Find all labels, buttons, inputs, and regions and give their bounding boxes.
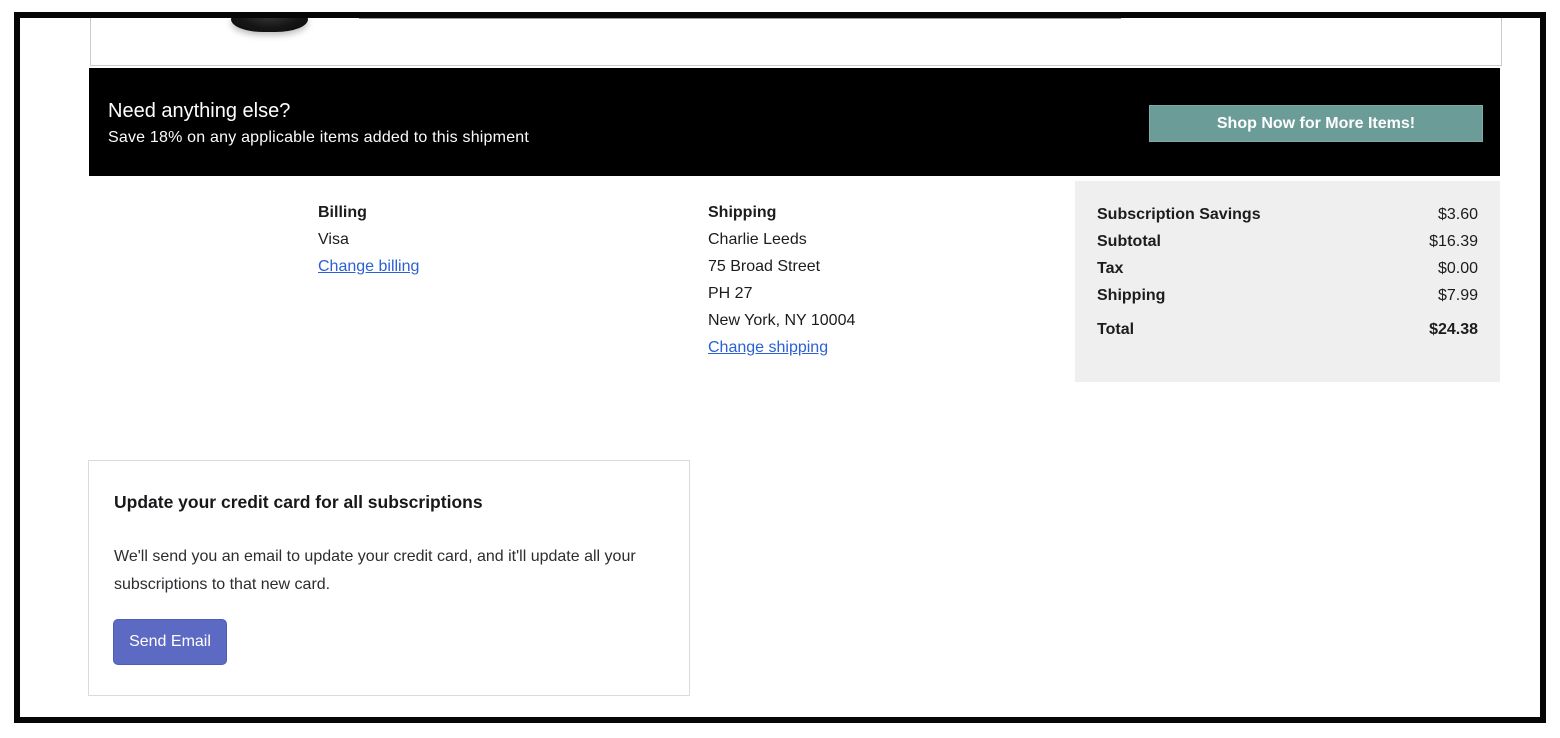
order-summary-panel [1075,181,1500,382]
cutoff-item-panel [90,16,1502,66]
shipping-name: Charlie Leeds [708,231,807,248]
change-billing-link[interactable]: Change billing [318,258,420,275]
page-frame [14,12,1546,723]
update-card-description: We'll send you an email to update your credit card, and it'll update all your subscriptions to that new card. [114,548,636,593]
summary-label: Subscription Savings [1097,206,1261,223]
summary-row-total [1097,316,1478,343]
update-credit-card-panel [88,460,690,696]
summary-row-subscription-savings [1097,201,1478,228]
shop-now-button[interactable]: Shop Now for More Items! [1149,105,1483,142]
summary-value: $7.99 [1437,287,1478,304]
summary-value: $0.00 [1437,260,1478,277]
promo-banner [89,68,1500,176]
update-card-heading: Update your credit card for all subscriptions [114,492,483,512]
summary-row-subtotal [1097,228,1478,255]
summary-value: $3.60 [1437,206,1478,223]
billing-heading: Billing [318,204,367,221]
shipping-heading: Shipping [708,204,777,221]
summary-label: Tax [1097,260,1124,277]
send-email-button[interactable]: Send Email [113,619,227,665]
shipping-city-state-zip: New York, NY 10004 [708,312,856,329]
cutoff-input-box[interactable] [359,12,1121,19]
summary-total-value: $24.38 [1429,321,1478,338]
promo-banner-title: Need anything else? [108,100,291,122]
summary-row-shipping [1097,282,1478,309]
summary-total-label: Total [1097,321,1135,338]
summary-value: $16.39 [1429,233,1478,250]
summary-label: Subtotal [1097,233,1161,250]
summary-label: Shipping [1097,287,1166,304]
summary-row-tax [1097,255,1478,282]
product-bottle-image [231,16,308,32]
billing-section [318,199,419,280]
billing-method: Visa [318,231,349,248]
shipping-address-line1: 75 Broad Street [708,258,821,275]
shipping-address-line2: PH 27 [708,285,753,302]
change-shipping-link[interactable]: Change shipping [708,339,829,356]
shipping-section [708,199,855,361]
promo-banner-subtitle: Save 18% on any applicable items added to this shipment [108,129,530,146]
